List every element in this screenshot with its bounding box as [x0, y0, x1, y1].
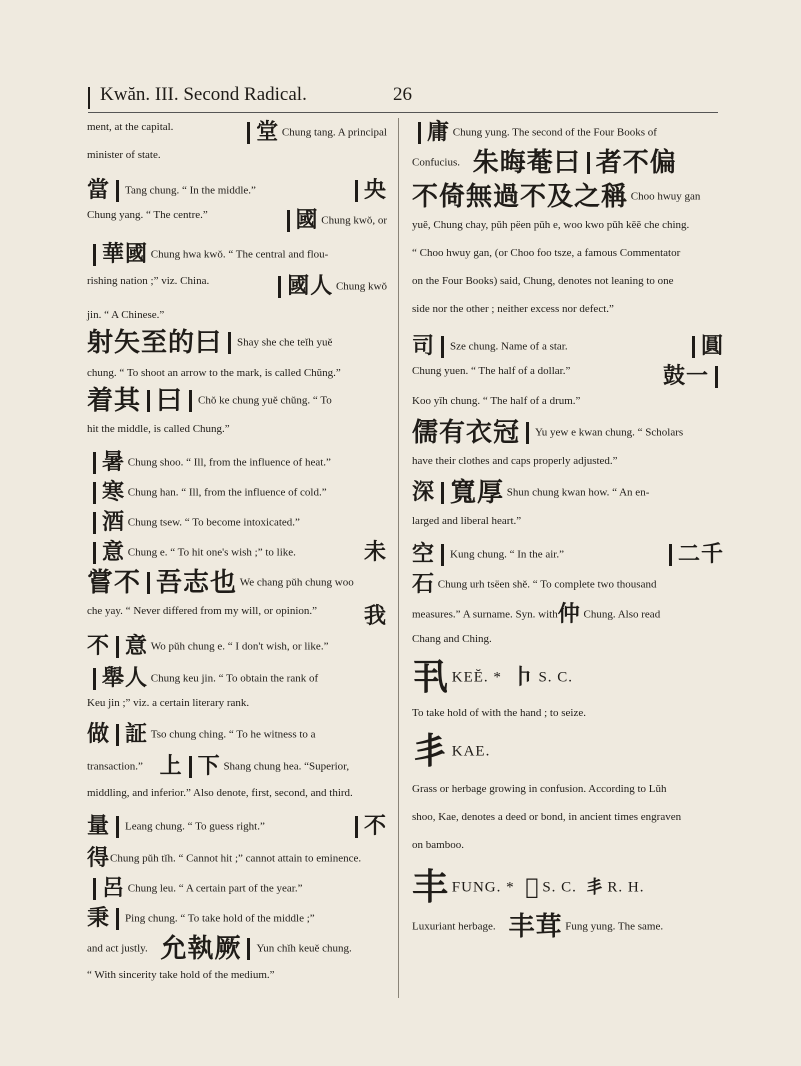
- entry-line: 不倚無過不及之稱 Choo hwuy gan: [412, 182, 701, 212]
- entry-line: minister of state.: [87, 149, 161, 161]
- entry-line: on bamboo.: [412, 839, 464, 851]
- entry-line: 華國 Chung hwa kwŏ. “ The central and flou-: [87, 242, 387, 274]
- entry-line: 司 Sze chung. Name of a star. 圓: [412, 334, 724, 359]
- entry-line: Grass or herbage growing in confusion. According to Lŭh: [412, 783, 667, 795]
- entry-line: transaction.” 上 下 Shang chung hea. “Superior,: [87, 754, 350, 779]
- entry-line: 舉人 Chung keu jin. “ To obtain the rank of: [87, 666, 387, 696]
- entry-line: and act justly. 允執厥 Yun chĭh keuĕ chung.: [87, 934, 352, 964]
- entry-line: middling, and inferior.” Also denote, first, second, and third.: [87, 787, 353, 799]
- entry-line: 酒 Chung tsew. “ To become intoxicated.”: [87, 510, 387, 540]
- entry-line: 庸 Chung yung. The second of the Four Books of: [412, 120, 724, 150]
- entry-line: measures.” A surname. Syn. with仲 Chung. Also read: [412, 602, 661, 627]
- entry-line: on the Four Books) said, Chung, denotes not leaning to one: [412, 275, 674, 287]
- entry-line: che yay. “ Never differed from my will, or opinion.” 我: [87, 604, 387, 629]
- entry-line: 空 Kung chung. “ In the air.” 二千: [412, 542, 724, 567]
- right-column: [412, 120, 724, 944]
- entry-line: 暑 Chung shoo. “ Ill, from the influence of heat.”: [87, 450, 387, 480]
- entry-line: 做 証 Tso chung ching. “ To he witness to a: [87, 722, 316, 747]
- entry-line: side nor the other ; neither excess nor defect.”: [412, 303, 614, 315]
- entry-line: jin. “ A Chinese.”: [87, 309, 165, 321]
- page-header: [88, 84, 710, 112]
- header-bar: [88, 87, 90, 109]
- entry-line: 儒有衣冠 Yu yew e kwan chung. “ Scholars: [412, 418, 684, 448]
- entry-line: 着其 曰 Chŏ ke chung yuĕ chŭng. “ To: [87, 386, 332, 416]
- column-divider: [398, 118, 399, 998]
- entry-line: “ Choo hwuy gan, (or Choo foo tsze, a famous Commentator: [412, 247, 681, 259]
- entry-line: 丯 KAE.: [412, 731, 491, 772]
- entry-line: chung. “ To shoot an arrow to the mark, is called Chŭng.”: [87, 367, 341, 379]
- entry-line: Chung yang. “ The centre.” 國 Chung kwŏ, or: [87, 208, 387, 233]
- entry-line: 深 寬厚 Shun chung kwan how. “ An en-: [412, 478, 650, 508]
- entry-line: shoo, Kae, denotes a deed or bond, in ancient times engraven: [412, 811, 682, 823]
- page-number: 26: [393, 84, 412, 105]
- entry-line: To take hold of with the hand ; to seize.: [412, 707, 586, 719]
- entry-line: “ With sincerity take hold of the medium.”: [87, 969, 275, 981]
- entry-line: hit the middle, is called Chung.”: [87, 423, 230, 435]
- entry-line: 當 Tang chung. “ In the middle.” 央: [87, 178, 387, 203]
- entry-line: 秉 Ping chung. “ To take hold of the middle ;”: [87, 906, 315, 931]
- entry-line: 得Chung pŭh tĭh. “ Cannot hit ;” cannot attain to eminence.: [87, 846, 362, 871]
- entry-line: Koo yĭh chung. “ The half of a drum.”: [412, 395, 581, 407]
- entry-line: Chung yuen. “ The half of a dollar.” 鼓一: [412, 364, 724, 394]
- entry-line: 不 意 Wo pŭh chung e. “ I don't wish, or like.”: [87, 634, 329, 659]
- entry-line: larged and liberal heart.”: [412, 515, 522, 527]
- entry-line: 丰 FUNG. * 𡴀 S. C. 丯 R. H.: [412, 867, 645, 908]
- entry-line: Chang and Ching.: [412, 633, 492, 645]
- entry-line: 嘗不 吾志也 We chang pŭh chung woo: [87, 568, 354, 598]
- entry-line: yuĕ, Chung chay, pŭh pëen pŭh e, woo kwo pŭh kĕĕ che ching.: [412, 219, 690, 231]
- entry-line: rishing nation ;” viz. China. 國人 Chung kwŏ: [87, 274, 387, 299]
- left-column: [87, 120, 387, 988]
- entry-line: 意 Chung e. “ To hit one's wish ;” to like. 未: [87, 540, 387, 570]
- header-title: Kwăn. III. Second Radical.: [100, 84, 307, 105]
- entry-line: 量 Leang chung. “ To guess right.” 不: [87, 814, 387, 839]
- entry-line: 石 Chung urh tsëen shĕ. “ To complete two thousand: [412, 572, 657, 597]
- entry-line: 呂 Chung leu. “ A certain part of the year.”: [87, 876, 387, 906]
- entry-line: ment, at the capital. 堂 Chung tang. A principal: [87, 120, 387, 145]
- entry-line: Confucius. 朱晦菴曰 者不偏: [412, 148, 677, 178]
- entry-line: 丮 KEĔ. * 𠁡 S. C.: [412, 657, 574, 698]
- entry-line: have their clothes and caps properly adjusted.”: [412, 455, 618, 467]
- entry-line: 寒 Chung han. “ Ill, from the influence of cold.”: [87, 480, 387, 510]
- entry-line: 射矢至的曰 Shay she che teĭh yuĕ: [87, 328, 333, 358]
- header-rule: [88, 112, 718, 113]
- entry-line: Keu jin ;” viz. a certain literary rank.: [87, 697, 250, 709]
- entry-line: Luxuriant herbage. 丰茸 Fung yung. The same.: [412, 912, 664, 942]
